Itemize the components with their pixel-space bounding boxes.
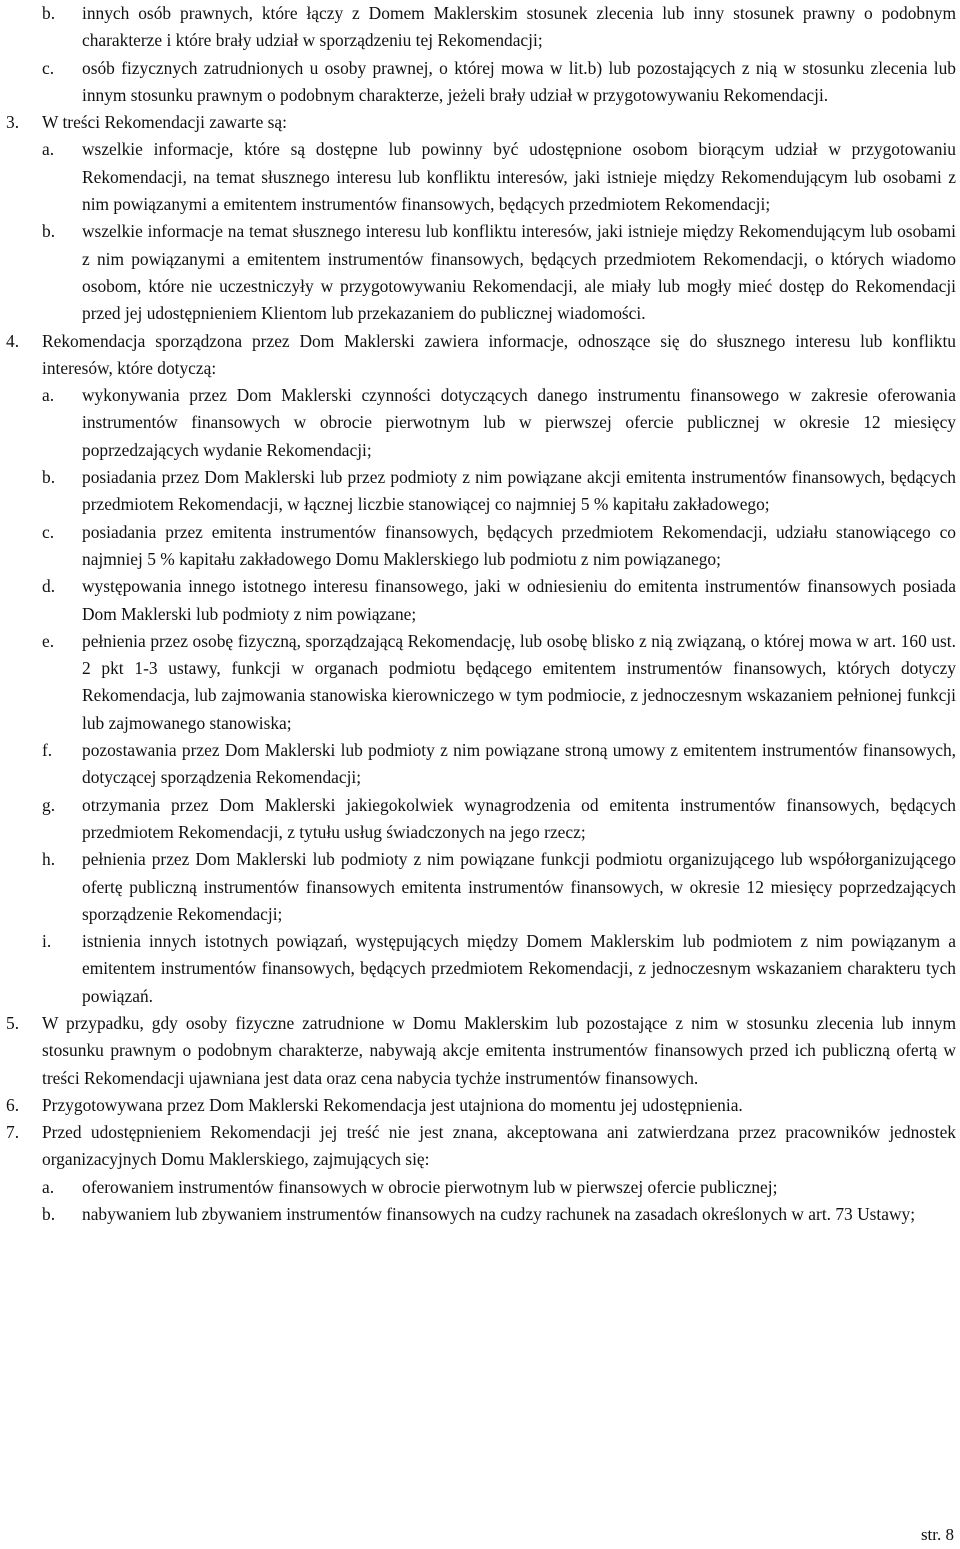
paragraph-text: pełnienia przez osobę fizyczną, sporządzającą Rekomendację, lub osobę blisko z nią związaną, o której mowa w art. 160 ust. 2 pkt 1-3 ustawy, funkcji w organach podmiotu będącego emitentem instrumentów finansowych, których dotyczy Rekomendacja, lub zajmowania stanowiska kierowniczego w tym podmiocie, z jednoczesnym wskazaniem pełnionej funkcji lub zajmowanego stanowiska; xyxy=(82,630,956,733)
list-marker: a. xyxy=(42,385,55,406)
list-marker: b. xyxy=(42,1204,56,1225)
paragraph-text: pozostawania przez Dom Maklerski lub podmioty z nim powiązane stroną umowy z emitentem instrumentów finansowych, dotyczącej sporządzenia Rekomendacji; xyxy=(82,740,956,788)
list-item xyxy=(42,1201,956,1228)
list-marker: e. xyxy=(42,630,55,651)
list-marker: b. xyxy=(42,3,56,23)
paragraph-text: oferowaniem instrumentów finansowych w obrocie pierwotnym lub w pierwszej ofercie publicznej; xyxy=(82,1176,778,1197)
paragraph-text: nabywaniem lub zbywaniem instrumentów finansowych na cudzy rachunek na zasadach określonych w art. 73 Ustawy; xyxy=(82,1204,916,1225)
section-heading xyxy=(0,1092,956,1119)
list-marker: g. xyxy=(42,794,56,815)
list-marker: c. xyxy=(42,57,55,78)
list-item xyxy=(42,136,956,218)
list-item xyxy=(42,464,956,519)
list-item xyxy=(42,218,956,327)
paragraph-text: posiadania przez Dom Maklerski lub przez podmioty z nim powiązane akcji emitenta instrumentów finansowych, będących przedmiotem Rekomendacji, w łącznej liczbie stanowiącej co najmniej 5 % kapitału zakładowego; xyxy=(82,467,956,515)
list-item xyxy=(42,382,956,464)
paragraph-text: występowania innego istotnego interesu finansowego, jaki w odniesieniu do emitenta instrumentów finansowych posiada Dom Maklerski lub podmioty z nim powiązane; xyxy=(82,576,956,624)
page-number: str. 8 xyxy=(920,1525,954,1544)
list-marker: a. xyxy=(42,1176,55,1197)
paragraph-text: wszelkie informacje na temat słusznego interesu lub konfliktu interesów, jaki istnieje między Rekomendującym lub osobami z nim powiązanymi a emitentem instrumentów finansowych, będących przedmiotem Rekomendacji, o których wiadomo osobom, które nie uczestniczyły w przygotowywaniu Rekomendacji, ale miały lub mogły mieć dostęp do Rekomendacji przed jej udostępnieniem Klientom lub przekazaniem do publicznej wiadomości. xyxy=(82,221,956,324)
list-item xyxy=(42,928,956,1010)
section-heading xyxy=(0,1010,956,1092)
list-item xyxy=(42,737,956,792)
list-item xyxy=(42,628,956,737)
paragraph-text: posiadania przez emitenta instrumentów finansowych, będących przedmiotem Rekomendacji, udziału stanowiącego co najmniej 5 % kapitału zakładowego Domu Maklerskiego lub podmiotu z nim powiązanego; xyxy=(82,521,956,569)
section-heading xyxy=(0,1119,956,1174)
paragraph-text: W przypadku, gdy osoby fizyczne zatrudnione w Domu Maklerskim lub pozostające z nim w stosunku zlecenia lub innym stosunku prawnym o podobnym charakterze, nabywają akcje emitenta instrumentów finansowych przed ich publiczną ofertą w treści Rekomendacji ujawniana jest data oraz cena nabycia tychże instrumentów finansowych. xyxy=(42,1012,956,1088)
list-marker: 7. xyxy=(6,1122,20,1143)
list-marker: c. xyxy=(42,521,55,542)
section xyxy=(0,1092,956,1119)
paragraph-text: innych osób prawnych, które łączy z Domem Maklerskim stosunek zlecenia lub inny stosunek prawny o podobnym charakterze i które brały udział w sporządzeniu tej Rekomendacji; xyxy=(82,3,956,51)
list-item xyxy=(42,573,956,628)
list-marker: i. xyxy=(42,931,52,952)
list-marker: h. xyxy=(42,849,56,870)
paragraph-text: wszelkie informacje, które są dostępne lub powinny być udostępnione osobom biorącym udział w przygotowaniu Rekomendacji, na temat słusznego interesu lub konfliktu interesów, jaki istnieje między Rekomendującym lub osobami z nim powiązanymi a emitentem instrumentów finansowych, będących przedmiotem Rekomendacji; xyxy=(82,139,956,215)
list-marker: d. xyxy=(42,576,56,597)
list-item xyxy=(42,846,956,928)
section-heading xyxy=(0,328,956,383)
paragraph-text: Przygotowywana przez Dom Maklerski Rekomendacja jest utajniona do momentu jej udostępnienia. xyxy=(42,1094,743,1115)
section xyxy=(0,1010,956,1092)
section xyxy=(0,109,956,327)
list-marker: f. xyxy=(42,740,53,761)
list-item xyxy=(42,55,956,110)
list-marker: 3. xyxy=(6,112,20,133)
list-item xyxy=(42,792,956,847)
list-item xyxy=(42,519,956,574)
section xyxy=(0,328,956,1010)
paragraph-text: Przed udostępnieniem Rekomendacji jej treść nie jest znana, akceptowana ani zatwierdzana przez pracowników jednostek organizacyjnych Domu Maklerskiego, zajmujących się: xyxy=(42,1122,956,1170)
section-heading xyxy=(0,109,956,136)
list-item xyxy=(42,1174,956,1201)
list-marker: a. xyxy=(42,139,55,160)
paragraph-text: pełnienia przez Dom Maklerski lub podmioty z nim powiązane funkcji podmiotu organizującego lub współorganizującego ofertę publiczną instrumentów finansowych emitenta instrumentów finansowych, w okresie 12 miesięcy poprzedzających sporządzenie Rekomendacji; xyxy=(82,849,956,924)
section xyxy=(0,1119,956,1228)
paragraph-text: osób fizycznych zatrudnionych u osoby prawnej, o której mowa w lit.b) lub pozostających z nią w stosunku zlecenia lub innym stosunku prawnym o podobnym charakterze, jeżeli brały udział w przygotowywaniu Rekomendacji. xyxy=(82,57,956,105)
list-marker: b. xyxy=(42,221,56,242)
paragraph-text: otrzymania przez Dom Maklerski jakiegokolwiek wynagrodzenia od emitenta instrumentów finansowych, będących przedmiotem Rekomendacji, z tytułu usług świadczonych na jego rzecz; xyxy=(82,794,956,842)
list-marker: 4. xyxy=(6,330,20,351)
list-item xyxy=(42,0,956,55)
list-marker: b. xyxy=(42,467,56,488)
paragraph-text: wykonywania przez Dom Maklerski czynności dotyczących danego instrumentu finansowego w zakresie oferowania instrumentów finansowych w obrocie pierwotnym lub w pierwszej ofercie publicznej w okresie 12 miesięcy poprzedzających wydanie Rekomendacji; xyxy=(82,385,956,460)
paragraph-text: istnienia innych istotnych powiązań, występujących między Domem Maklerskim lub podmiotem z nim powiązanym a emitentem instrumentów finansowych, będących przedmiotem Rekomendacji, z jednoczesnym wskazaniem charakteru tych powiązań. xyxy=(82,931,956,1006)
list-marker: 6. xyxy=(6,1094,20,1115)
paragraph-text: W treści Rekomendacji zawarte są: xyxy=(42,112,287,133)
paragraph-text: Rekomendacja sporządzona przez Dom Maklerski zawiera informacje, odnoszące się do słusznego interesu lub konfliktu interesów, które dotyczą: xyxy=(42,330,956,378)
list-marker: 5. xyxy=(6,1012,20,1033)
